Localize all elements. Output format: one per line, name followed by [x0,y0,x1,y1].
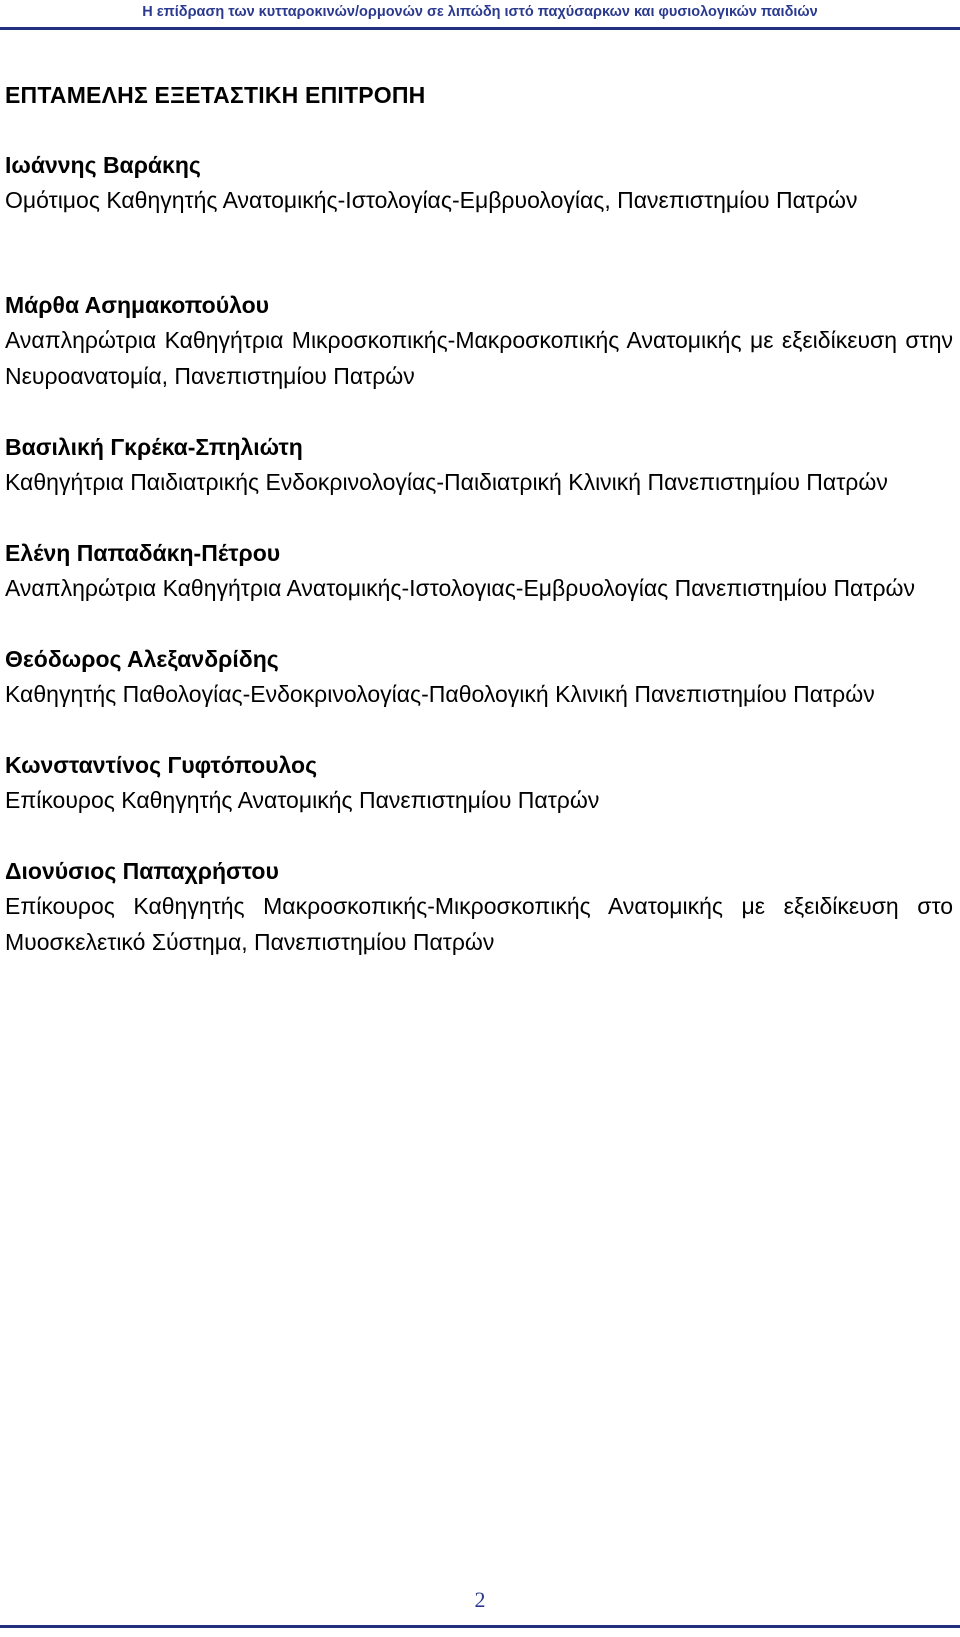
committee-member [5,536,953,606]
member-title: Ομότιμος Καθηγητής Ανατομικής-Ιστολογίας-Εμβρυολογίας, Πανεπιστημίου Πατρών [5,187,858,213]
member-name: Θεόδωρος Αλεξανδρίδης [5,646,279,672]
header-rule [0,27,960,30]
running-header [0,0,960,32]
page-content [5,78,953,996]
member-title: Καθηγητής Παθολογίας-Ενδοκρινολογίας-Παθολογική Κλινική Πανεπιστημίου Πατρών [5,681,875,707]
running-header-title: Η επίδραση των κυτταροκινών/ορμονών σε λιπώδη ιστό παχύσαρκων και φυσιολογικών παιδιών [142,4,818,20]
committee-member [5,288,953,394]
committee-member [5,748,953,818]
committee-member [5,148,953,218]
member-name: Διονύσιος Παπαχρήστου [5,858,279,884]
member-title: Καθηγήτρια Παιδιατρικής Ενδοκρινολογίας-Παιδιατρική Κλινική Πανεπιστημίου Πατρών [5,469,888,495]
member-title: Αναπληρώτρια Καθηγήτρια Μικροσκοπικής-Μακροσκοπικής Ανατομικής με εξειδίκευση στην Νευροανατομία, Πανεπιστημίου Πατρών [5,327,953,389]
member-title: Αναπληρώτρια Καθηγήτρια Ανατομικής-Ιστολογιας-Εμβρυολογίας Πανεπιστημίου Πατρών [5,575,915,601]
member-name: Βασιλική Γκρέκα-Σπηλιώτη [5,434,303,460]
committee-member [5,430,953,500]
committee-title: ΕΠΤΑΜΕΛΗΣ ΕΞΕΤΑΣΤΙΚΗ ΕΠΙΤΡΟΠΗ [5,82,426,108]
member-name: Ελένη Παπαδάκη-Πέτρου [5,540,281,566]
member-name: Μάρθα Ασημακοπούλου [5,292,270,318]
committee-member [5,642,953,712]
member-name: Ιωάννης Βαράκης [5,152,201,178]
page-number: 2 [474,1587,486,1612]
member-title: Επίκουρος Καθηγητής Ανατομικής Πανεπιστημίου Πατρών [5,787,600,813]
member-title: Επίκουρος Καθηγητής Μακροσκοπικής-Μικροσκοπικής Ανατομικής με εξειδίκευση στο Μυοσκελετικό Σύστημα, Πανεπιστημίου Πατρών [5,893,953,955]
footer-rule [0,1625,960,1628]
committee-member [5,854,953,960]
member-name: Κωνσταντίνος Γυφτόπουλος [5,752,318,778]
